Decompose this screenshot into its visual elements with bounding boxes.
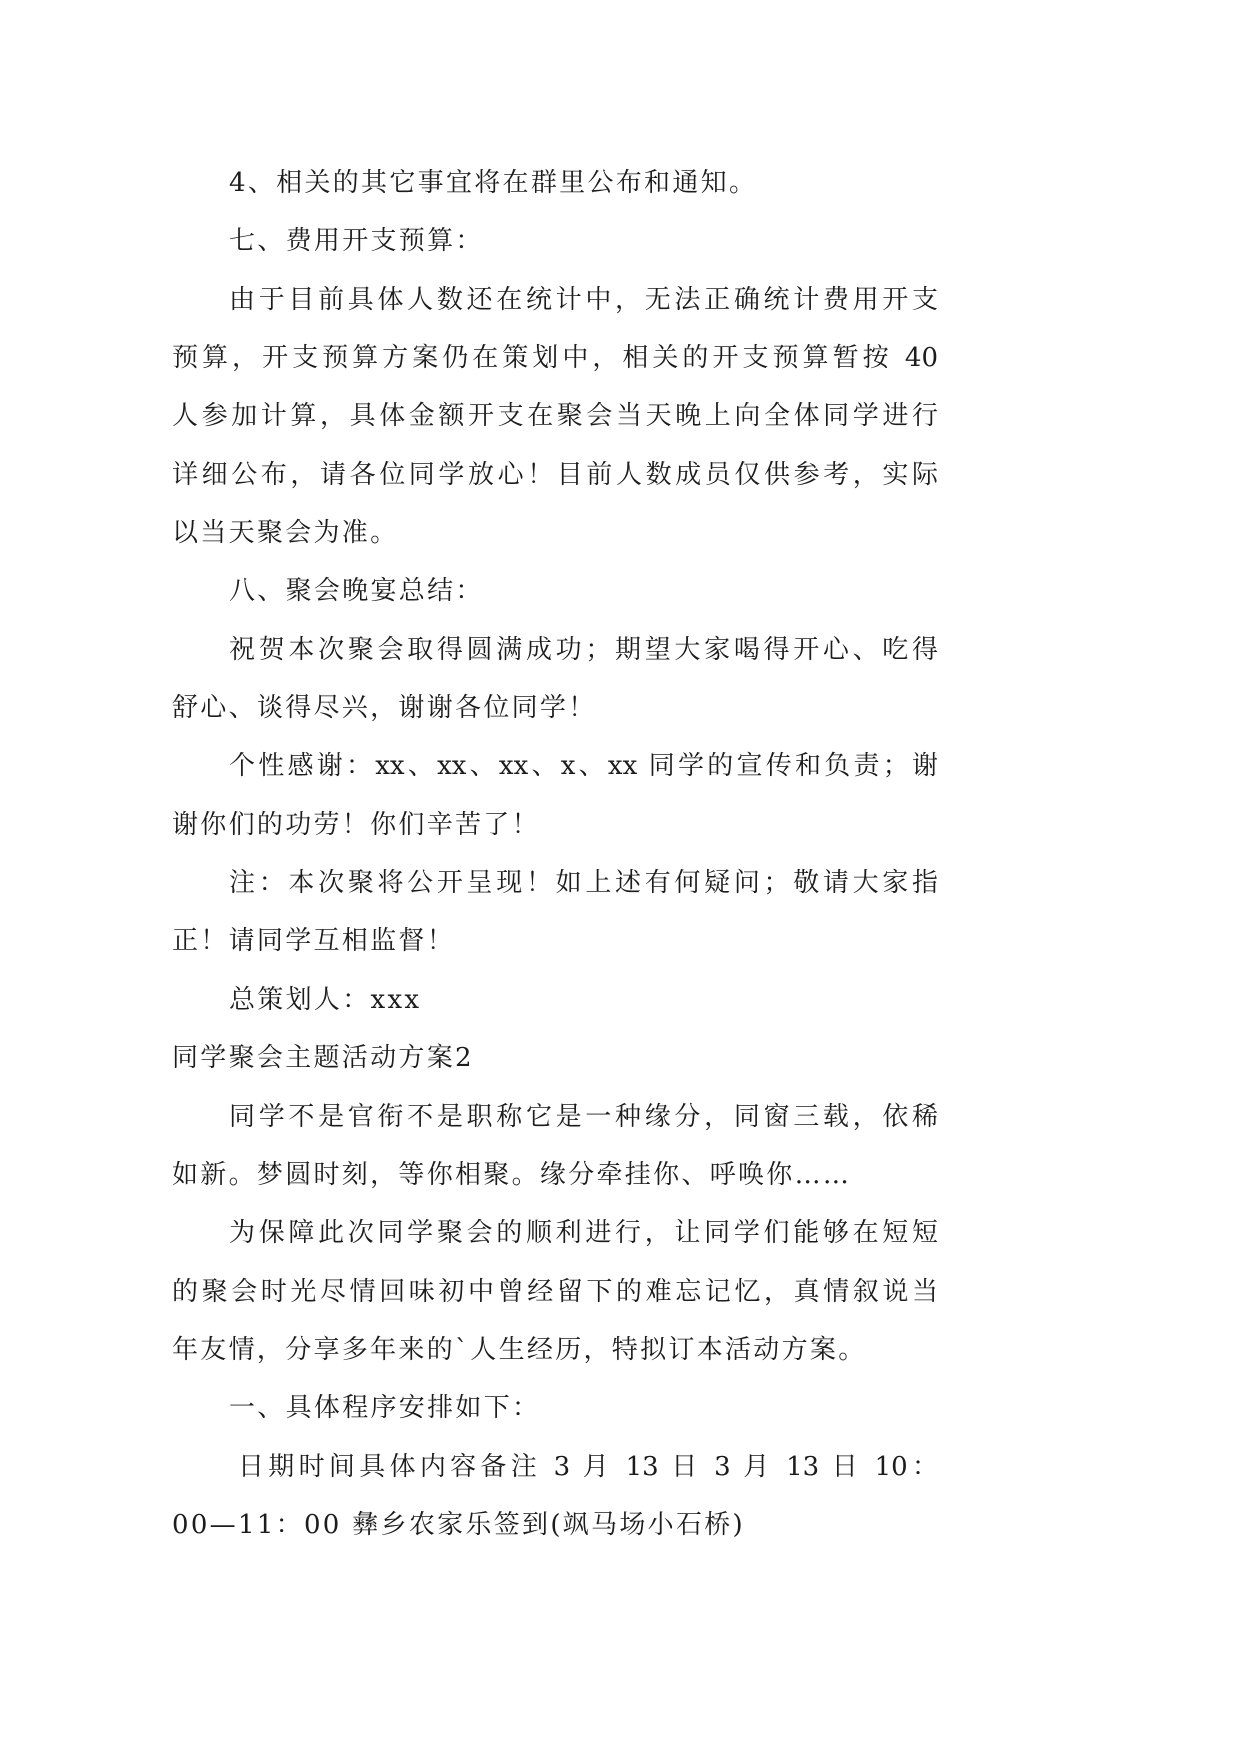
paragraph-planner xyxy=(172,971,938,1029)
text-line: 由于目前具体人数还在统计中，无法正确统计费用开支 xyxy=(229,284,938,315)
document-body xyxy=(172,154,938,1554)
heading-schedule xyxy=(172,1379,938,1437)
text-line: 以当天聚会为准。 xyxy=(172,518,399,549)
paragraph-thanks xyxy=(172,737,938,854)
text-line: 4、相关的其它事宜将在群里公布和通知。 xyxy=(229,168,758,198)
text-line: 如新。梦圆时刻，等你相聚。缘分牵挂你、呼唤你…… xyxy=(172,1159,852,1190)
text-line: 为保障此次同学聚会的顺利进行，让同学们能够在短短 xyxy=(229,1218,938,1249)
text-line: 年友情，分享多年来的`人生经历，特拟订本活动方案。 xyxy=(172,1334,867,1365)
text-line: 一、具体程序安排如下： xyxy=(229,1393,541,1424)
text-line: 预算，开支预算方案仍在策划中，相关的开支预算暂按 40 xyxy=(172,343,938,374)
text-line: 同学聚会主题活动方案2 xyxy=(172,1043,474,1074)
paragraph-schedule xyxy=(172,1438,938,1555)
text-line: 谢你们的功劳！你们辛苦了！ xyxy=(172,809,540,840)
heading-budget xyxy=(172,212,938,270)
text-line: 同学不是官衔不是职称它是一种缘分，同窗三载，依稀 xyxy=(229,1101,938,1132)
text-line: 的聚会时光尽情回味初中曾经留下的难忘记忆，真情叙说当 xyxy=(172,1276,938,1307)
text-line: 00—11：00 彝乡农家乐签到(飒马场小石桥) xyxy=(172,1509,746,1540)
text-line: 注：本次聚将公开呈现！如上述有何疑问；敬请大家指 xyxy=(229,868,938,899)
section-title xyxy=(172,1029,938,1087)
paragraph-other-matters xyxy=(172,154,938,212)
paragraph-intro xyxy=(172,1088,938,1205)
text-line: 个性感谢：xx、xx、xx、x、xx 同学的宣传和负责；谢 xyxy=(229,751,938,782)
text-line: 舒心、谈得尽兴，谢谢各位同学！ xyxy=(172,693,597,724)
paragraph-note xyxy=(172,854,938,971)
text-line: 人参加计算，具体金额开支在聚会当天晚上向全体同学进行 xyxy=(172,401,938,432)
heading-banquet-summary xyxy=(172,562,938,620)
paragraph-congratulations xyxy=(172,621,938,738)
text-line: 祝贺本次聚会取得圆满成功；期望大家喝得开心、吃得 xyxy=(229,634,938,665)
text-line: 正！请同学互相监督！ xyxy=(172,926,456,957)
text-line: 日期时间具体内容备注 3 月 13 日 3 月 13 日 10： xyxy=(238,1451,938,1482)
text-line: 详细公布，请各位同学放心！目前人数成员仅供参考，实际 xyxy=(172,459,938,490)
text-line: 总策划人：xxx xyxy=(229,984,422,1015)
paragraph-budget xyxy=(172,271,938,563)
paragraph-purpose xyxy=(172,1204,938,1379)
text-line: 七、费用开支预算： xyxy=(229,226,484,257)
text-line: 八、聚会晚宴总结： xyxy=(229,576,484,607)
